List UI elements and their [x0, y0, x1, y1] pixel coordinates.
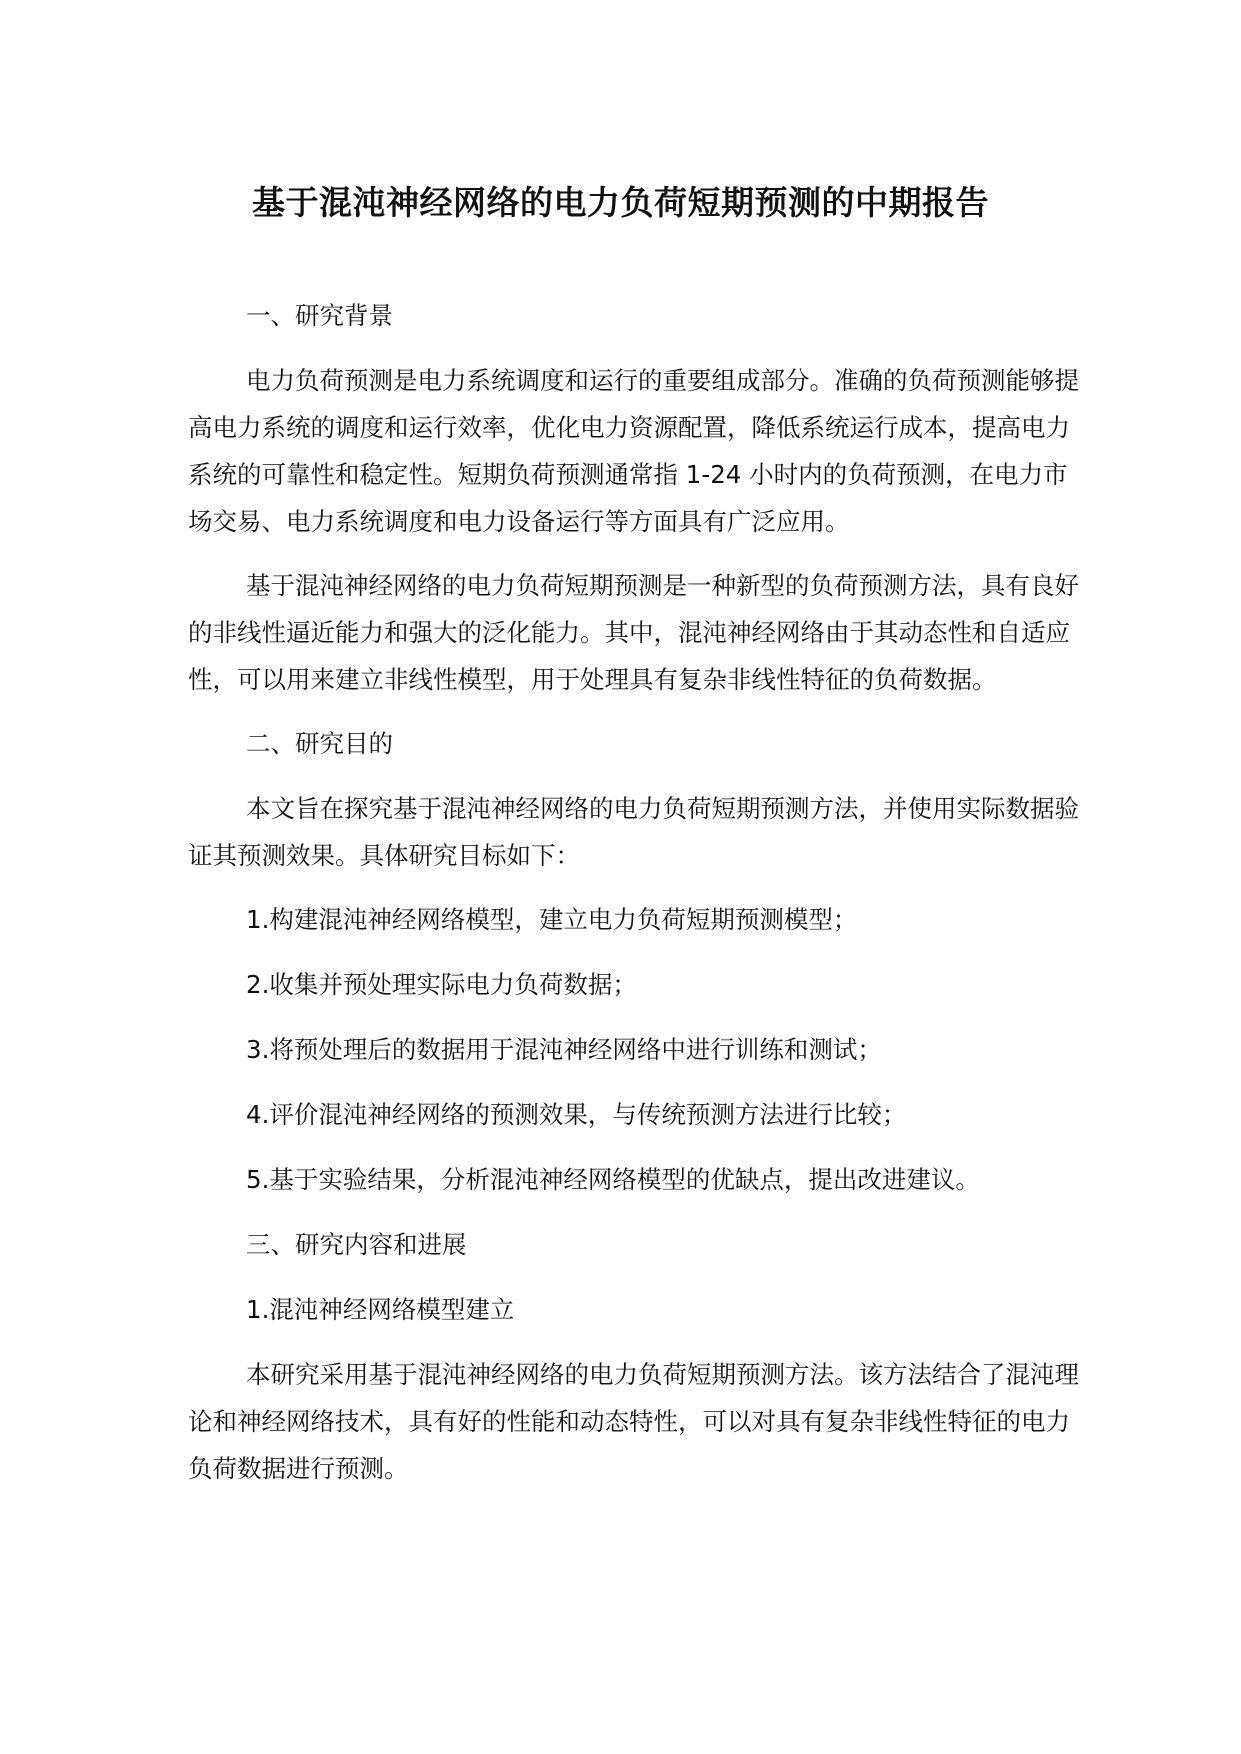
list-item-goal-2: 2.收集并预处理实际电力负荷数据；: [246, 970, 637, 999]
list-item-goal-1: 1.构建混沌神经网络模型，建立电力负荷短期预测模型；: [246, 905, 858, 934]
section-heading-background: 一、研究背景: [246, 301, 393, 330]
section-heading-content-progress: 三、研究内容和进展: [246, 1230, 467, 1259]
list-item-goal-5: 5.基于实验结果，分析混沌神经网络模型的优缺点，提出改进建议。: [246, 1165, 980, 1194]
paragraph-purpose-intro: 本文旨在探究基于混沌神经网络的电力负荷短期预测方法，并使用实际数据验证其预测效果。具体研究目标如下：: [188, 794, 1079, 870]
paragraph-model: 本研究采用基于混沌神经网络的电力负荷短期预测方法。该方法结合了混沌理论和神经网络技术，具有好的性能和动态特性，可以对具有复杂非线性特征的电力负荷数据进行预测。: [188, 1360, 1079, 1483]
section-heading-purpose: 二、研究目的: [246, 729, 393, 758]
paragraph-background-1: 电力负荷预测是电力系统调度和运行的重要组成部分。准确的负荷预测能够提高电力系统的调度和运行效率，优化电力资源配置，降低系统运行成本，提高电力系统的可靠性和稳定性。短期负荷预测通常指 1-24 小时内的负荷预测，在电力市场交易、电力系统调度和电力设备运行等方面具有广泛应用。: [188, 366, 1079, 536]
list-item-goal-4: 4.评价混沌神经网络的预测效果，与传统预测方法进行比较；: [246, 1100, 907, 1129]
subsection-heading-model: 1.混沌神经网络模型建立: [246, 1295, 515, 1324]
list-item-goal-3: 3.将预处理后的数据用于混沌神经网络中进行训练和测试；: [246, 1035, 882, 1064]
document-body: [188, 292, 1088, 1509]
document-title: 基于混沌神经网络的电力负荷短期预测的中期报告: [252, 183, 989, 222]
paragraph-background-2: 基于混沌神经网络的电力负荷短期预测是一种新型的负荷预测方法，具有良好的非线性逼近能力和强大的泛化能力。其中，混沌神经网络由于其动态性和自适应性，可以用来建立非线性模型，用于处理具有复杂非线性特征的负荷数据。: [188, 571, 1079, 694]
